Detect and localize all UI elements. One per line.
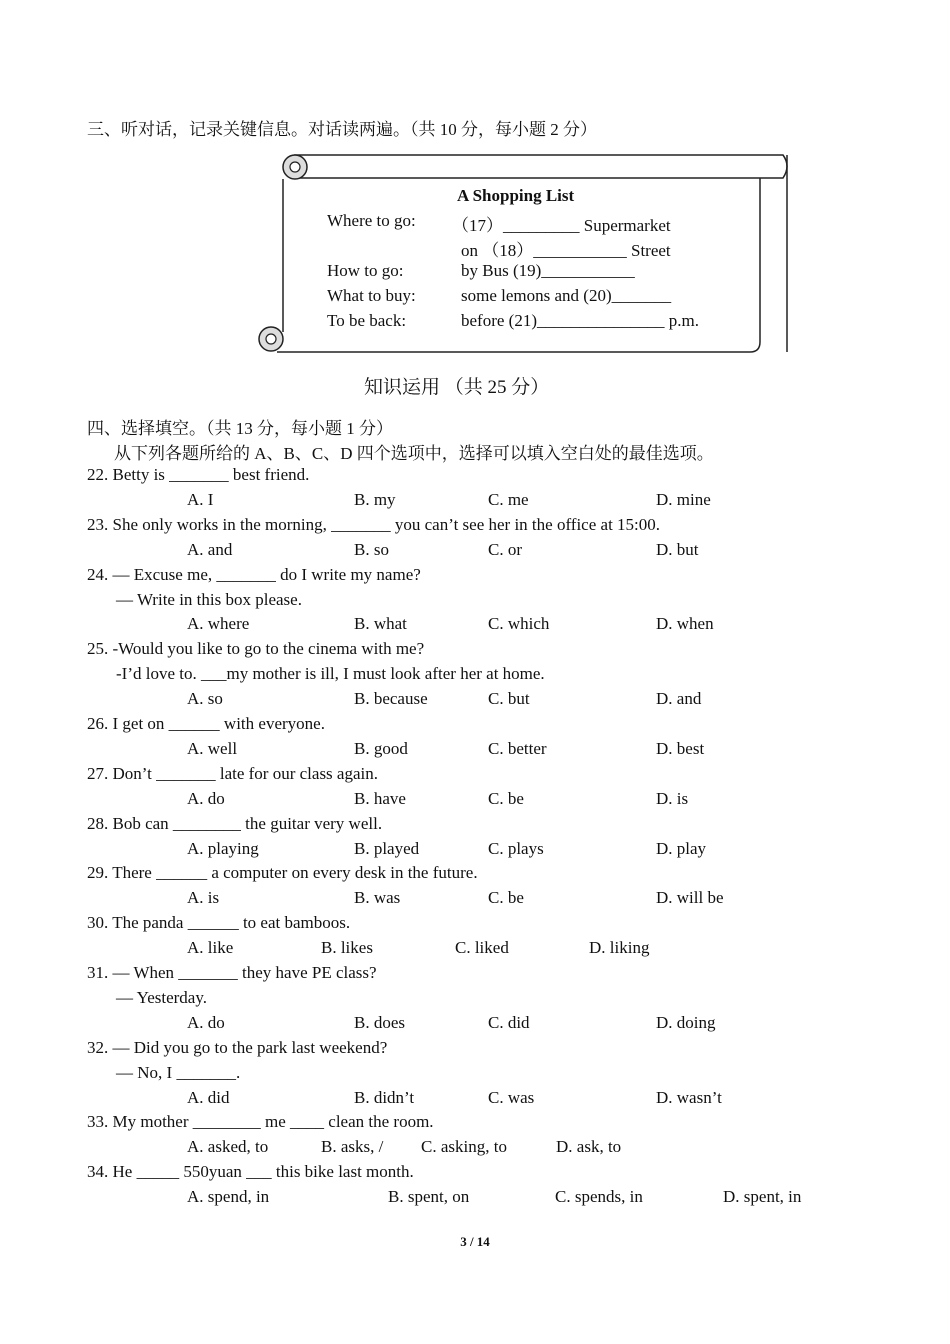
shopping-list-label: To be back:	[327, 311, 407, 330]
answer-option[interactable]: A. do	[187, 1012, 225, 1032]
answer-option[interactable]: D. play	[656, 838, 707, 858]
shopping-list-value: some lemons and (20)_______	[461, 286, 672, 305]
answer-option[interactable]: A. and	[187, 539, 233, 559]
answer-option[interactable]: C. liked	[455, 938, 509, 958]
question-text: 29. There ______ a computer on every desk in the future.	[87, 863, 478, 883]
question-text: 23. She only works in the morning, _______ you can’t see her in the office at 15:00.	[87, 514, 661, 534]
answer-option[interactable]: A. I	[187, 489, 214, 509]
answer-option[interactable]: A. asked, to	[187, 1137, 269, 1157]
answer-option[interactable]: C. was	[488, 1087, 535, 1107]
answer-option[interactable]: B. didn’t	[354, 1087, 415, 1107]
answer-option[interactable]: B. spent, on	[388, 1187, 470, 1207]
answer-option[interactable]: C. did	[488, 1012, 530, 1032]
answer-option[interactable]: B. likes	[321, 938, 373, 958]
section4-instruction: 四、选择填空。（共 13 分，每小题 1 分）	[87, 419, 393, 438]
answer-option[interactable]: D. is	[656, 788, 689, 808]
answer-option[interactable]: D. will be	[656, 888, 724, 908]
answer-option[interactable]: A. spend, in	[187, 1187, 270, 1207]
answer-option[interactable]: A. well	[187, 738, 238, 758]
question-text: — Yesterday.	[116, 987, 207, 1007]
answer-option[interactable]: B. good	[354, 738, 408, 758]
shopping-list-label: Where to go:	[327, 211, 416, 230]
answer-option[interactable]: C. spends, in	[555, 1187, 643, 1207]
question-text: -I’d love to. ___my mother is ill, I must look after her at home.	[116, 664, 545, 684]
answer-option[interactable]: D. spent, in	[723, 1187, 802, 1207]
question-text: 25. -Would you like to go to the cinema with me?	[87, 639, 425, 659]
question-text: — No, I _______.	[116, 1062, 241, 1082]
answer-option[interactable]: C. be	[488, 888, 524, 908]
answer-option[interactable]: C. asking, to	[421, 1137, 507, 1157]
answer-option[interactable]: A. where	[187, 614, 250, 634]
answer-option[interactable]: A. like	[187, 938, 234, 958]
shopping-list-label: What to buy:	[327, 286, 416, 305]
answer-option[interactable]: C. which	[488, 614, 550, 634]
answer-option[interactable]: C. but	[488, 689, 530, 709]
answer-option[interactable]: B. so	[354, 539, 389, 559]
answer-option[interactable]: D. when	[656, 614, 714, 634]
question-text: 26. I get on ______ with everyone.	[87, 714, 325, 733]
answer-option[interactable]: D. but	[656, 539, 699, 559]
shopping-list-value: on （18）___________ Street	[461, 241, 671, 260]
answer-option[interactable]: A. so	[187, 689, 223, 709]
answer-option[interactable]: C. better	[488, 738, 547, 758]
answer-option[interactable]: B. played	[354, 838, 420, 858]
question-text: 22. Betty is _______ best friend.	[87, 465, 310, 484]
question-text: 28. Bob can ________ the guitar very well.	[87, 813, 383, 833]
question-text: 31. — When _______ they have PE class?	[87, 963, 377, 982]
shopping-list-value: before (21)_______________ p.m.	[461, 311, 699, 330]
answer-option[interactable]: A. do	[187, 788, 225, 808]
question-text: 32. — Did you go to the park last weekend?	[87, 1037, 388, 1057]
shopping-list-value: （17）_________ Supermarket	[452, 216, 671, 235]
question-text: — Write in this box please.	[116, 589, 302, 609]
answer-option[interactable]: D. wasn’t	[656, 1087, 722, 1107]
shopping-list-value: by Bus (19)___________	[461, 261, 635, 280]
answer-option[interactable]: A. playing	[187, 838, 259, 858]
answer-option[interactable]: C. plays	[488, 838, 544, 858]
answer-option[interactable]: C. me	[488, 489, 529, 509]
answer-option[interactable]: D. and	[656, 689, 702, 709]
answer-option[interactable]: D. ask, to	[556, 1137, 622, 1157]
section4-sub-instruction: 从下列各题所给的 A、B、C、D 四个选项中，选择可以填入空白处的最佳选项。	[114, 444, 714, 463]
answer-option[interactable]: B. my	[354, 489, 396, 509]
question-text: 27. Don’t _______ late for our class again.	[87, 763, 378, 783]
shopping-list-label: How to go:	[327, 261, 404, 280]
answer-option[interactable]: B. was	[354, 888, 401, 908]
answer-option[interactable]: D. liking	[589, 938, 650, 958]
answer-option[interactable]: C. be	[488, 788, 524, 808]
answer-option[interactable]: D. best	[656, 738, 705, 758]
answer-option[interactable]: D. doing	[656, 1012, 716, 1032]
answer-option[interactable]: D. mine	[656, 489, 711, 509]
question-text: 33. My mother ________ me ____ clean the room.	[87, 1112, 434, 1132]
question-text: 30. The panda ______ to eat bamboos.	[87, 913, 351, 933]
answer-option[interactable]: B. what	[354, 614, 407, 634]
answer-option[interactable]: A. did	[187, 1087, 230, 1107]
question-text: 34. He _____ 550yuan ___ this bike last month.	[87, 1162, 414, 1182]
answer-option[interactable]: B. does	[354, 1012, 405, 1032]
part-heading: 知识运用 （共 25 分）	[364, 377, 550, 398]
page-number: 3 / 14	[460, 1234, 490, 1249]
section3-instruction: 三、听对话，记录关键信息。对话读两遍。（共 10 分，每小题 2 分）	[87, 120, 597, 139]
answer-option[interactable]: B. have	[354, 788, 406, 808]
answer-option[interactable]: B. asks, /	[321, 1137, 384, 1157]
answer-option[interactable]: A. is	[187, 888, 220, 908]
question-text: 24. — Excuse me, _______ do I write my name?	[87, 564, 421, 584]
shopping-list-title: A Shopping List	[457, 186, 575, 205]
answer-option[interactable]: C. or	[488, 539, 522, 559]
answer-option[interactable]: B. because	[354, 689, 428, 709]
